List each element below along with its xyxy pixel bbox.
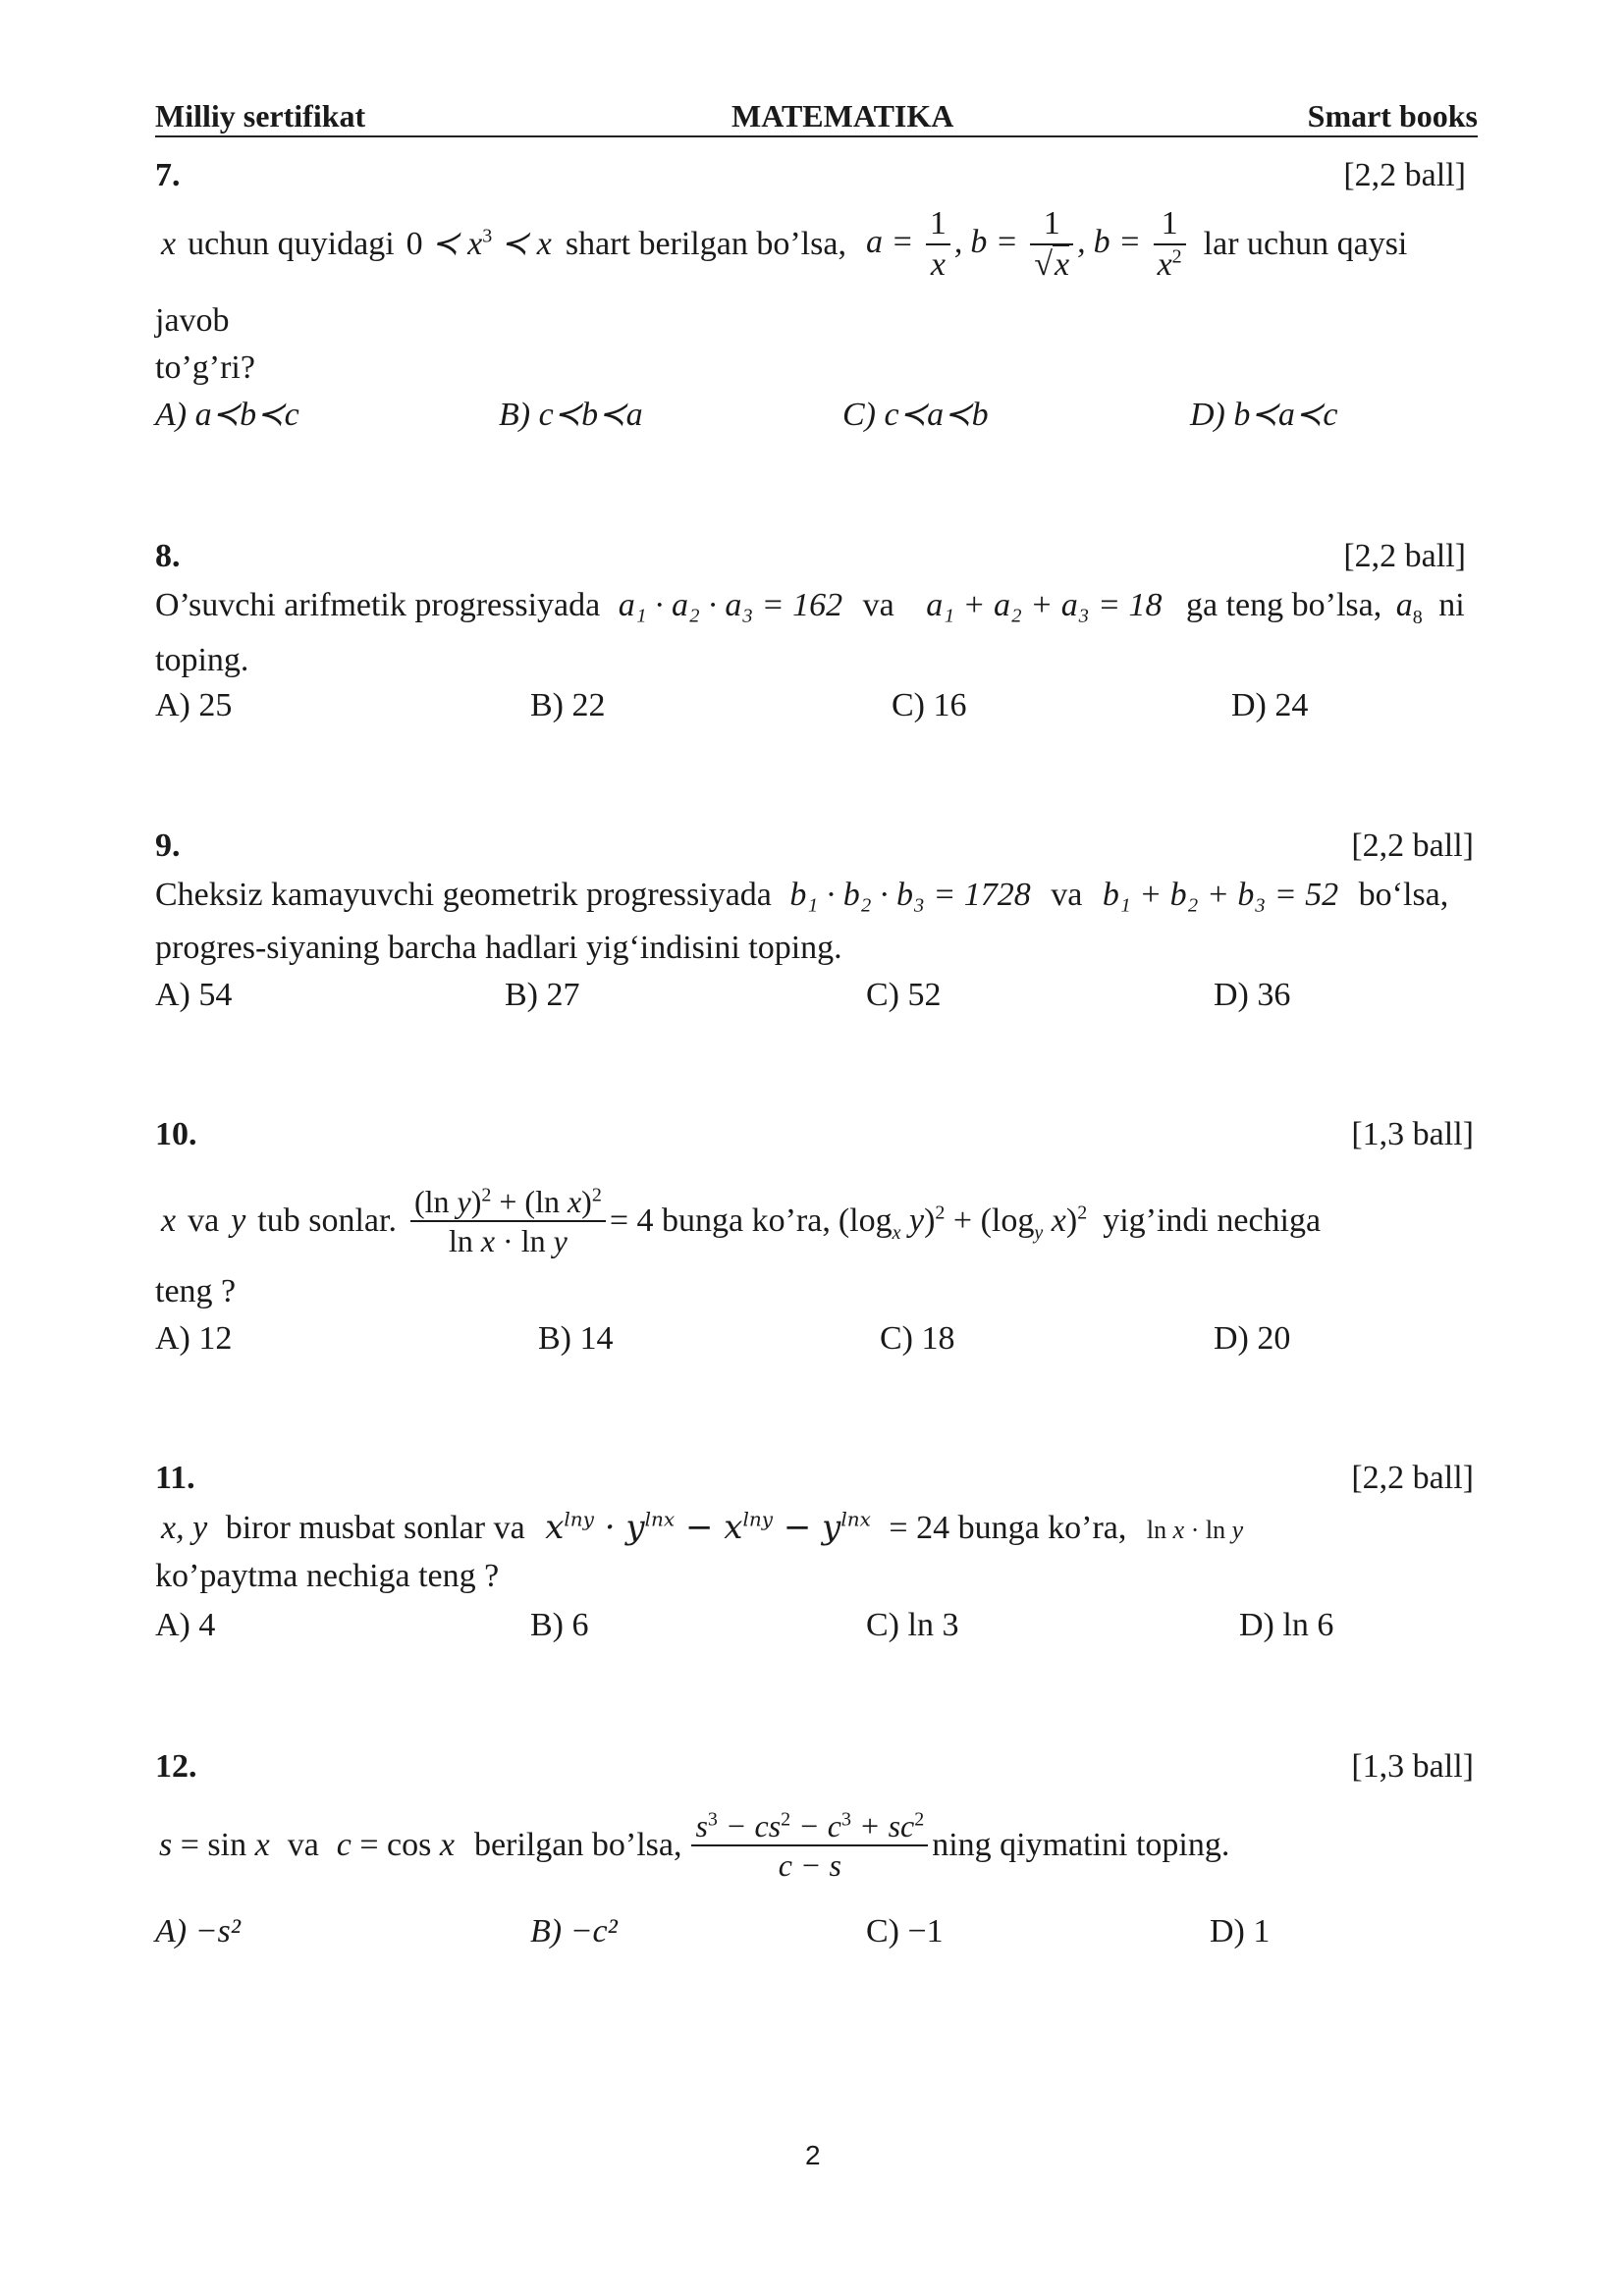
option-b[interactable]: B) 27 (505, 977, 580, 1013)
option-a[interactable]: A) 54 (155, 977, 233, 1013)
question-text-cont: to’g’ri? (155, 349, 255, 386)
math-sum: a₁ + a₂ + a₃ = 18 (926, 587, 1163, 623)
option-d[interactable]: D) b≺a≺c (1190, 397, 1338, 433)
math-product: ln x · ln y (1146, 1516, 1244, 1544)
question-text: x uchun quyidagi 0 ≺ $x^3$ ≺ x shart berilgan bo’lsa, a = $\frac{1}{x}$ , b = $\frac{1}{√x}$ , b = $\frac{1}{x^2}$ lar uchun qaysi (161, 205, 1408, 283)
option-b[interactable]: B) 6 (530, 1607, 589, 1643)
page-header (155, 96, 1478, 137)
question-9 (155, 823, 1478, 1029)
math-fraction: $\frac{(\ln y)^2 + (\ln x)^2}{\text{ln x · ln y}}$ (410, 1186, 606, 1256)
question-number: 12. (155, 1748, 197, 1785)
math-log-sum: ($\log_x$ $y)^2 + (\log_y$ x)$^2$ (838, 1201, 1088, 1244)
question-text: O’suvchi arifmetik progressiyada a₁ · a₂ · a₃ = 162 va a₁ + a₂ + a₃ = 18 ga teng bo’lsa, $a_8$ ni (155, 587, 1465, 628)
header-left: Milliy sertifikat (155, 98, 366, 133)
option-a[interactable]: A) 12 (155, 1320, 233, 1357)
math-product: a₁ · a₂ · a₃ = 162 (618, 587, 843, 623)
math-sum: b₁ + b₂ + b₃ = 52 (1102, 877, 1339, 913)
page-number: 2 (805, 2140, 821, 2170)
question-text-cont: javob (155, 302, 230, 339)
option-d[interactable]: D) 1 (1210, 1913, 1271, 1949)
header-center: MATEMATIKA (731, 98, 954, 133)
math-fraction: $\frac{s^3 - cs^2 - c^3 + sc^2}{c - s}$ (691, 1810, 928, 1881)
option-b[interactable]: B) 22 (530, 687, 606, 723)
math-condition: 0 ≺ $x^3$ ≺ x (406, 225, 552, 262)
math-c-def: b = $\frac{1}{x^2}$ (1094, 207, 1190, 282)
option-b[interactable]: B) c≺b≺a (499, 397, 643, 433)
option-a[interactable]: A) 4 (155, 1607, 216, 1643)
question-number: 9. (155, 828, 181, 864)
question-number: 7. (155, 157, 181, 193)
option-a[interactable]: A) 25 (155, 687, 233, 723)
option-c[interactable]: C) 18 (880, 1320, 955, 1357)
question-points: [2,2 ball] (1343, 538, 1466, 574)
option-a[interactable]: A) −s² (155, 1913, 241, 1949)
math-a8: $a_8$ (1395, 587, 1423, 628)
question-number: 8. (155, 538, 181, 574)
question-text: s = sin x va c = cos x berilgan bo’lsa, $\frac{s^3 - cs^2 - c^3 + sc^2}{c - s}$ ning qiymatini toping. (159, 1808, 1230, 1883)
option-d[interactable]: D) 36 (1214, 977, 1291, 1013)
option-d[interactable]: D) 24 (1231, 687, 1309, 723)
math-x: x (161, 226, 177, 262)
question-points: [1,3 ball] (1351, 1748, 1474, 1785)
question-11 (155, 1455, 1478, 1661)
question-text-cont: ko’paytma nechiga teng ? (155, 1558, 500, 1594)
question-points: [2,2 ball] (1343, 157, 1466, 193)
question-text-cont: toping. (155, 642, 249, 678)
option-a[interactable]: A) a≺b≺c (155, 397, 299, 433)
question-text: x, y biror musbat sonlar va $x^{lny} \cdot y^{lnx} - x^{lny} - y^{lnx} = 24$ bunga ko’ra, ln x · ln y (161, 1507, 1244, 1547)
option-b[interactable]: B) −c² (530, 1913, 618, 1949)
question-10 (155, 1111, 1478, 1366)
math-expression: $x^{lny} \cdot y^{lnx} - x^{lny} - y^{lnx}$ (545, 1507, 871, 1547)
option-c[interactable]: C) −1 (866, 1913, 944, 1949)
math-product: b₁ · b₂ · b₃ = 1728 (789, 877, 1031, 913)
option-c[interactable]: C) 52 (866, 977, 942, 1013)
question-number: 10. (155, 1116, 197, 1152)
question-12 (155, 1743, 1478, 1959)
option-c[interactable]: C) ln 3 (866, 1607, 959, 1643)
question-text-cont: teng ? (155, 1273, 237, 1309)
question-number: 11. (155, 1460, 195, 1496)
question-points: [2,2 ball] (1351, 1460, 1474, 1496)
option-c[interactable]: C) c≺a≺b (842, 397, 989, 433)
question-text-cont: progres-siyaning barcha hadlari yig‘indisini toping. (155, 930, 842, 966)
question-8 (155, 533, 1478, 739)
question-points: [2,2 ball] (1351, 828, 1474, 864)
question-7 (155, 152, 1478, 447)
math-a-def: a = $\frac{1}{x}$ , (865, 205, 963, 283)
question-text: x va y tub sonlar. $\frac{(\ln y)^2 + (\ln x)^2}{\text{ln x · ln y}}$ = 4 bunga ko’ra, ($\log_x$ $y)^2 + (\log_y$ x)$^2$ yig’indi nechiga (161, 1184, 1322, 1258)
question-points: [1,3 ball] (1351, 1116, 1474, 1152)
header-right: Smart books (1307, 98, 1478, 133)
question-text: Cheksiz kamayuvchi geometrik progressiyada b₁ · b₂ · b₃ = 1728 va b₁ + b₂ + b₃ = 52 bo‘lsa, (155, 877, 1449, 913)
option-d[interactable]: D) 20 (1214, 1320, 1291, 1357)
math-b-def: b = $\frac{1}{√x}$ , (970, 205, 1086, 283)
option-d[interactable]: D) ln 6 (1239, 1607, 1334, 1643)
option-b[interactable]: B) 14 (538, 1320, 614, 1357)
option-c[interactable]: C) 16 (892, 687, 967, 723)
